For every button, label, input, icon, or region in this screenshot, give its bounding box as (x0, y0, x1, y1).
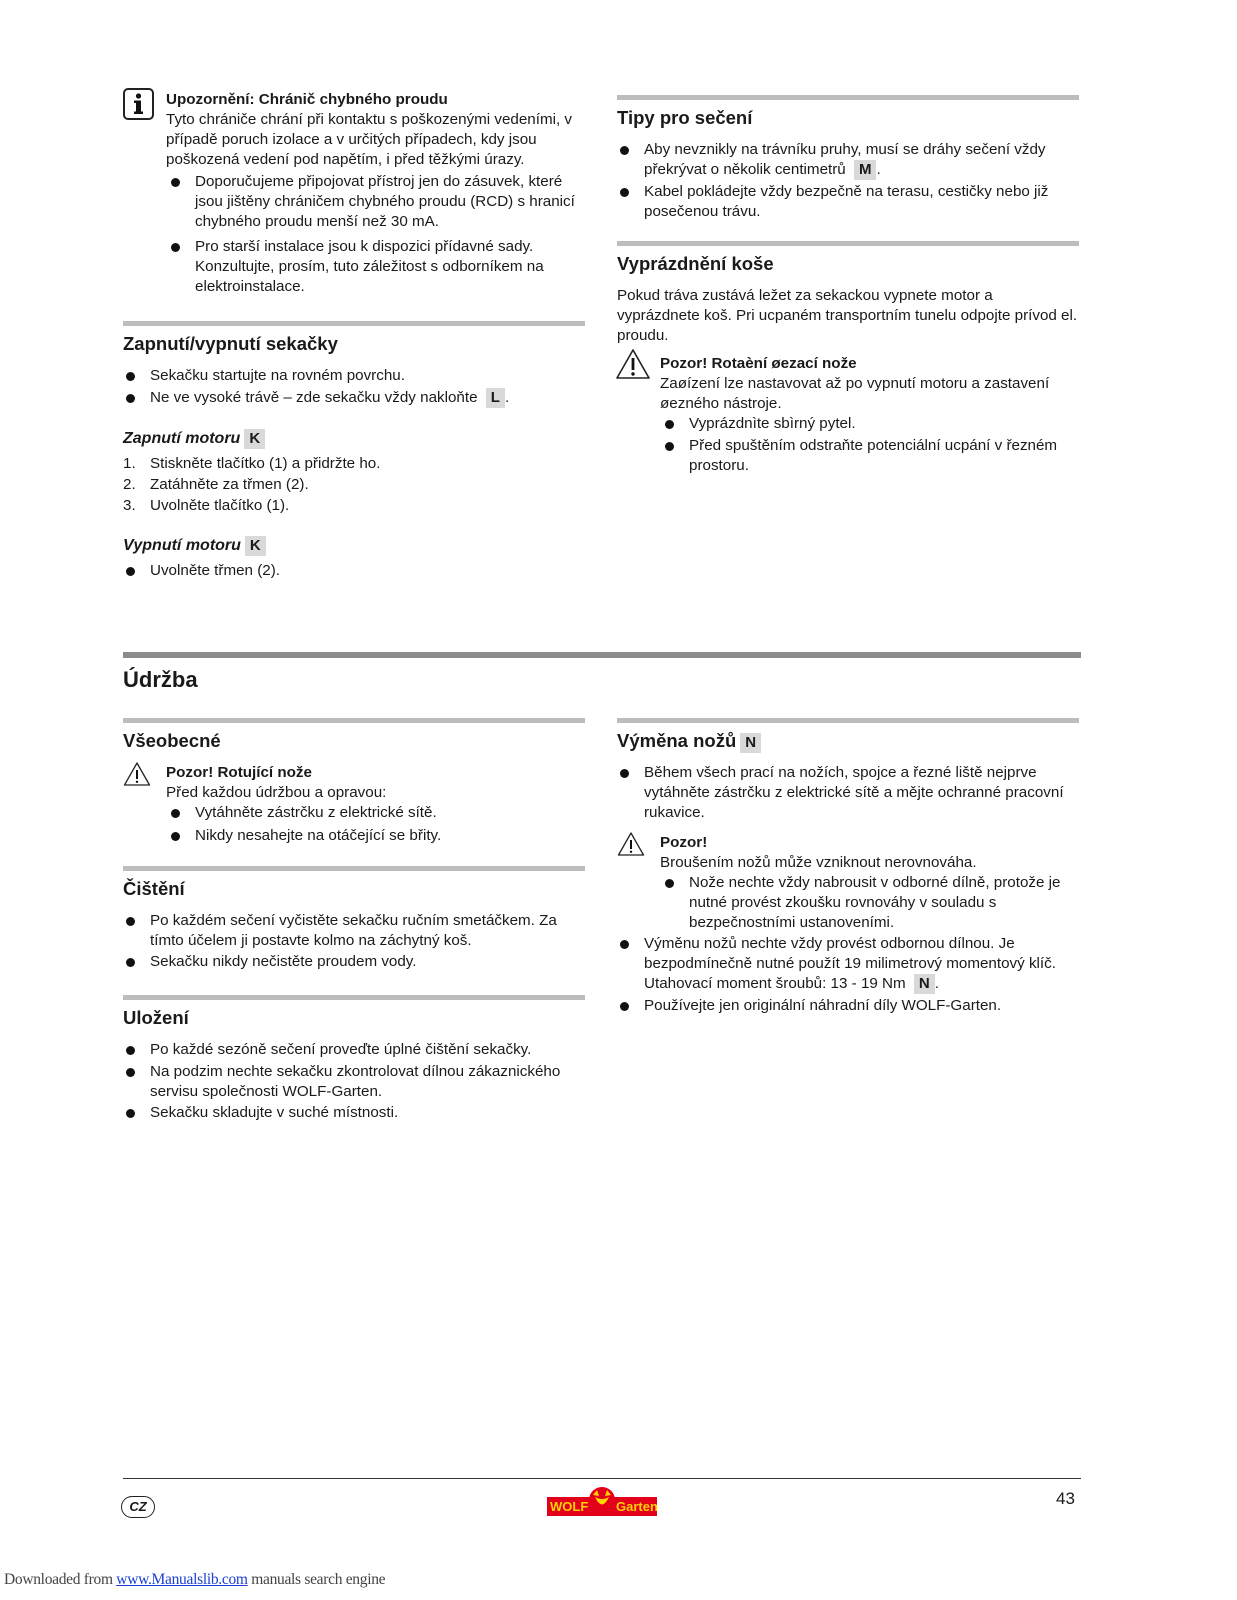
list-item: Vyprázdnìte sbìrný pytel. (662, 414, 1079, 434)
page-number: 43 (1056, 1489, 1075, 1508)
download-note: Downloaded from www.Manualslib.com manuals search engine (4, 1571, 386, 1588)
list-item: 3. Uvolněte tlačítko (1). (123, 497, 290, 514)
vymena-list (617, 763, 1079, 823)
list-item: Nože nechte vždy nabrousit v odborné dílně, protože je nutné provést zkoušku rovnováhy v souladu s bezpečnostními ustanoveními. (662, 873, 1079, 933)
list-item: Používejte jen originální náhradní díly WOLF-Garten. (617, 996, 1079, 1016)
section-heading: Tipy pro sečení (617, 95, 1079, 130)
list-item: Výměnu nožů nechte vždy provést odbornou dílnou. Je bezpodmínečně nutné použít 19 milimetrový momentový klíč. Utahovací moment šroubů: 13 - 19 Nm N . (617, 934, 1079, 994)
footer-divider (123, 1478, 1081, 1479)
list-item: Nikdy nesahejte na otáčející se břity. (168, 826, 585, 846)
section-tipy (617, 95, 1079, 223)
warning-triangle-icon (123, 761, 151, 787)
zapnuti-list (123, 366, 585, 408)
info-note-body: Tyto chrániče chrání při kontaktu s poškozenými vedeními, v případě poruch izolace a v určitých případech, kdy jsou poškozená vedení pod napětím, i před těžkými úrazy. (166, 111, 573, 168)
ulozeni-list (123, 1040, 585, 1123)
warning-title: Pozor! Rotaèní øezací nože (660, 355, 857, 372)
info-note-title: Upozornění: Chránič chybného proudu (166, 91, 448, 108)
subheading-motor-on: Zapnutí motoru K (123, 428, 585, 450)
warning-note (617, 833, 1079, 933)
list-item: Pro starší instalace jsou k dispozici přídavné sady. Konzultujte, prosím, tuto záležitost s odborníkem na elektroinstalace. (168, 237, 585, 297)
list-item: Vytáhněte zástrčku z elektrické sítě. (168, 803, 585, 823)
section-vseobecne (123, 718, 585, 847)
subheading-motor-off: Vypnutí motoru K (123, 535, 585, 557)
warning-list (662, 414, 1079, 476)
list-item: Po každém sečení vyčistěte sekačku ručním smetáčkem. Za tímto účelem ji postavte kolmo na záchytný koš. (123, 911, 585, 951)
logo-text-right: Garten (616, 1499, 658, 1514)
wolf-garten-logo (546, 1486, 658, 1523)
warning-body: Zaøízení lze nastavovat až po vypnutí motoru a zastavení øezného nástroje. (660, 375, 1050, 412)
warning-note (617, 354, 1079, 476)
section-heading: Všeobecné (123, 718, 585, 753)
left-column-top (123, 90, 585, 298)
warning-body: Broušením nožů může vzniknout nerovnováha. (660, 854, 977, 871)
list-item: Aby nevznikly na trávníku pruhy, musí se dráhy sečení vždy překrývat o několik centimetrů M . (617, 140, 1079, 180)
section-heading: Zapnutí/vypnutí sekačky (123, 321, 585, 356)
warning-title: Pozor! Rotující nože (166, 764, 312, 781)
language-badge: CZ (121, 1496, 155, 1518)
list-item: Ne ve vysoké trávě – zde sekačku vždy nakloňte L . (123, 388, 585, 408)
list-item: Kabel pokládejte vždy bezpečně na terasu, cestičky nebo již posečenou trávu. (617, 182, 1079, 222)
section-heading: Vyprázdnění koše (617, 241, 1079, 276)
list-item: Před spuštěním odstraňte potenciální ucpání v řezném prostoru. (662, 436, 1079, 476)
figure-ref-badge: K (244, 429, 265, 449)
chapter-heading: Údržba (123, 652, 1081, 694)
info-icon (123, 88, 154, 120)
list-item: Sekačku nikdy nečistěte proudem vody. (123, 952, 585, 972)
warning-triangle-icon (615, 348, 651, 380)
warning-triangle-icon (617, 831, 645, 857)
figure-ref-badge: N (914, 974, 935, 994)
info-note-list (168, 172, 585, 297)
cisteni-list (123, 911, 585, 972)
warning-body: Před každou údržbou a opravou: (166, 784, 387, 801)
logo-graphic (546, 1486, 658, 1518)
list-item: Na podzim nechte sekačku zkontrolovat dílnou zákaznického servisu společnosti WOLF-Garten. (123, 1062, 585, 1102)
motor-off-list (123, 561, 585, 581)
list-item: Doporučujeme připojovat přístroj jen do zásuvek, které jsou jištěny chráničem chybného proudu (RCD) s hranicí chybného proudu menší než 30 mA. (168, 172, 585, 232)
list-item: Sekačku skladujte v suché místnosti. (123, 1103, 585, 1123)
vyprazdneni-body: Pokud tráva zustává ležet za sekackou vypnete motor a vyprázdnete koš. Pri ucpaném transportním tunelu odpojte prívod el. proudu. (617, 287, 1078, 344)
section-vymena (617, 718, 1079, 1017)
figure-ref-badge: N (740, 733, 761, 753)
section-zapnuti (123, 321, 585, 582)
warning-title: Pozor! (660, 834, 708, 851)
section-cisteni (123, 866, 585, 973)
figure-ref-badge: L (486, 388, 505, 408)
list-item: 1. Stiskněte tlačítko (1) a přidržte ho. (123, 455, 381, 472)
section-ulozeni (123, 995, 585, 1124)
logo-text-left: WOLF (550, 1499, 589, 1514)
figure-ref-badge: K (245, 536, 266, 556)
warning-list (168, 803, 585, 846)
motor-on-steps (123, 454, 585, 516)
list-item: Sekačku startujte na rovném povrchu. (123, 366, 585, 386)
figure-ref-badge: M (854, 160, 877, 180)
info-note (123, 90, 585, 297)
vymena-list-2 (617, 934, 1079, 1016)
manualslib-link[interactable]: www.Manualslib.com (116, 1571, 248, 1588)
section-heading: Výměna nožů N (617, 718, 1079, 753)
section-heading: Uložení (123, 995, 585, 1030)
section-vyprazdneni (617, 241, 1079, 477)
section-heading: Čištění (123, 866, 585, 901)
warning-note (123, 763, 585, 846)
list-item: Během všech prací na nožích, spojce a řezné liště nejprve vytáhněte zástrčku z elektrické sítě a mějte ochranné pracovní rukavice. (617, 763, 1079, 823)
list-item: Uvolněte třmen (2). (123, 561, 585, 581)
warning-list (662, 873, 1079, 933)
list-item: 2. Zatáhněte za třmen (2). (123, 476, 309, 493)
tipy-list (617, 140, 1079, 222)
list-item: Po každé sezóně sečení proveďte úplné čištění sekačky. (123, 1040, 585, 1060)
